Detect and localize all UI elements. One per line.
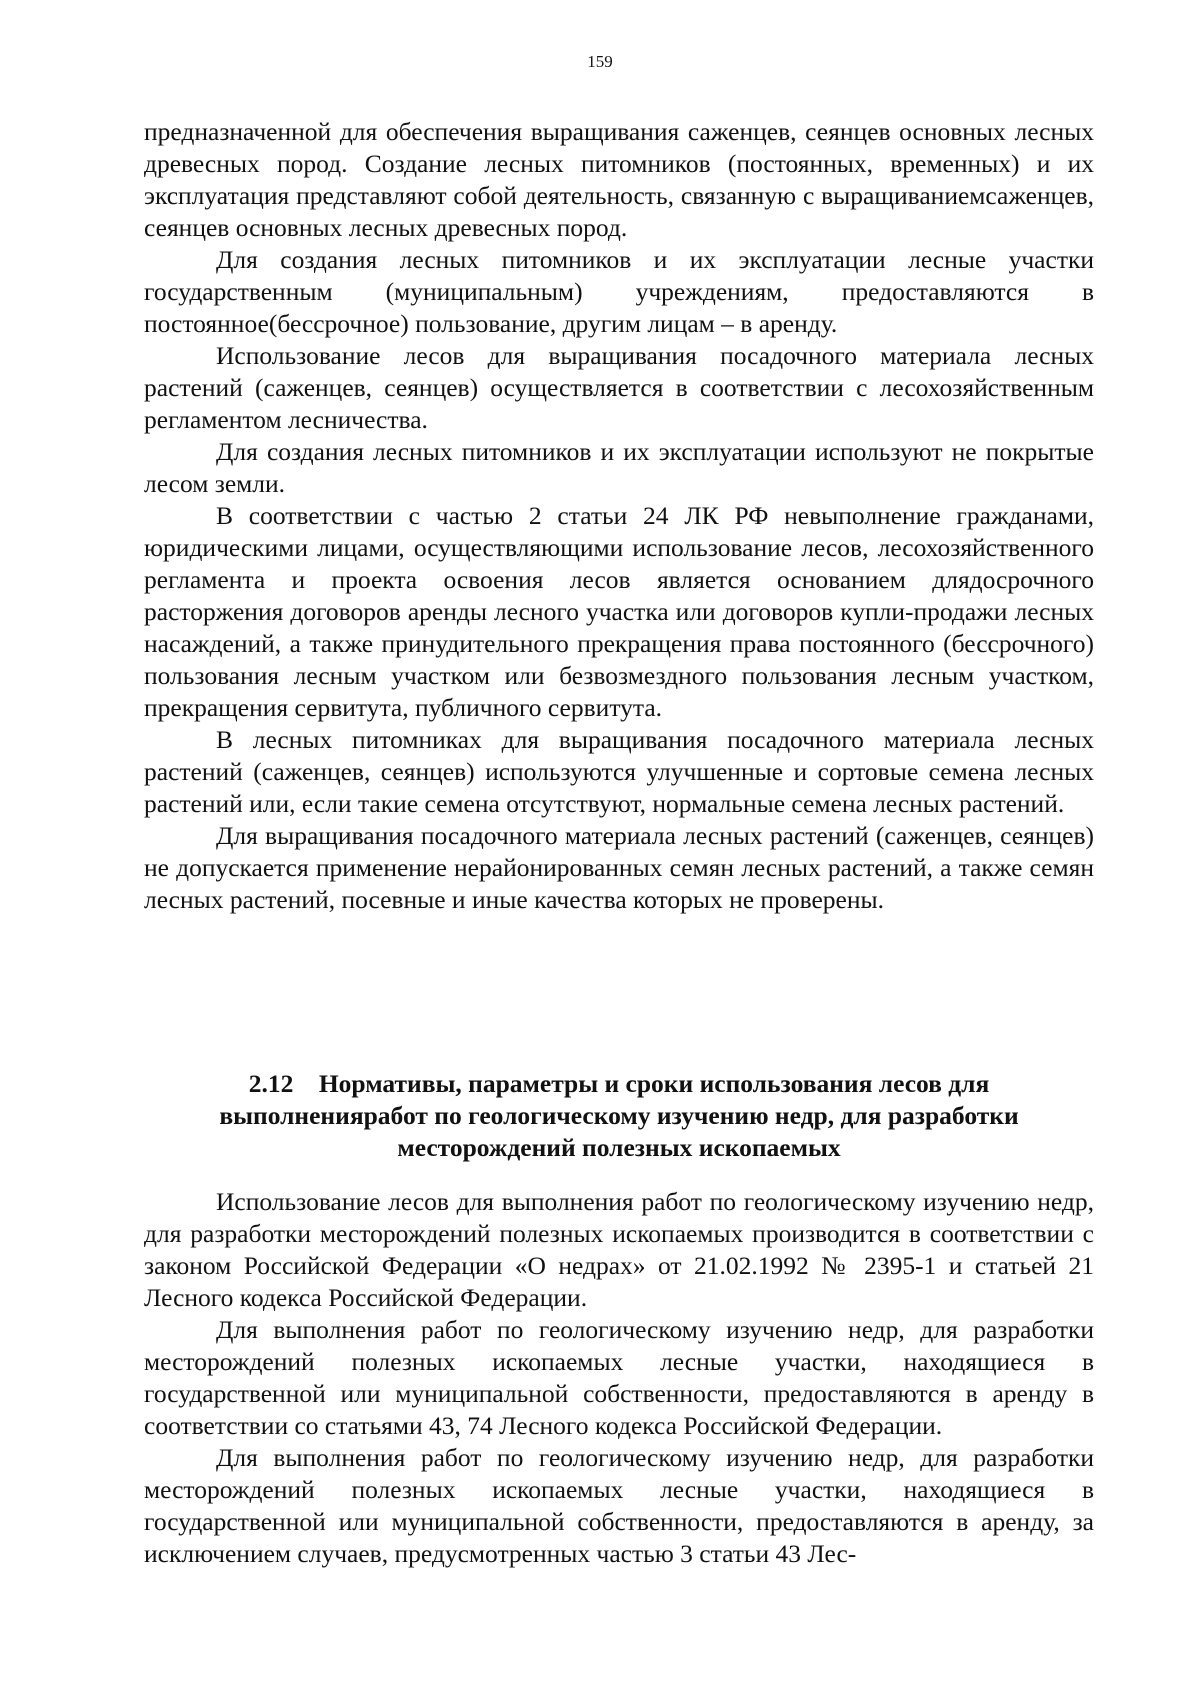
section-number: 2.12	[248, 1069, 294, 1098]
paragraph: Для выращивания посадочного материала лесных растений (саженцев, сеянцев) не допускается применение нерайонированных семян лесных растений, а также семян лесных растений, посевные и иные качества которых не проверены.	[144, 821, 1094, 914]
paragraph: В лесных питомниках для выращивания посадочного материала лесных растений (саженцев, сеянцев) используются улучшенные и сортовые семена лесных растений или, если такие семена отсутствуют, нормальные семена лесных растений.	[144, 725, 1094, 818]
page-number: 159	[587, 52, 613, 71]
paragraph: предназначенной для обеспечения выращивания саженцев, сеянцев основных лесных древесных пород. Создание лесных питомников (постоянных, временных) и их эксплуатация представляют собой деятельность, связанную с выращиваниемсаженцев, сеянцев основных лесных древесных пород.	[144, 117, 1094, 242]
paragraph: Использование лесов для выполнения работ по геологическому изучению недр, для разработки месторождений полезных ископаемых производится в соответствии с законом Российской Федерации «О недрах» от 21.02.1992 № 2395-1 и статьей 21 Лесного кодекса Российской Федерации.	[144, 1187, 1094, 1312]
paragraph: Для создания лесных питомников и их эксплуатации лесные участки государственным (муниципальным) учреждениям, предоставляются в постоянное(бессрочное) пользование, другим лицам – в аренду.	[144, 245, 1094, 338]
section-heading	[144, 1068, 1094, 1164]
paragraph: Для создания лесных питомников и их эксплуатации используют не покрытые лесом земли.	[144, 437, 1094, 498]
paragraph: Использование лесов для выращивания посадочного материала лесных растений (саженцев, сеянцев) осуществляется в соответствии с лесохозяйственным регламентом лесничества.	[144, 341, 1094, 434]
section-title: Нормативы, параметры и сроки использования лесов для выполненияработ по геологическому изучению недр, для разработки месторождений полезных ископаемых	[219, 1069, 1019, 1162]
paragraph: Для выполнения работ по геологическому изучению недр, для разработки месторождений полезных ископаемых лесные участки, находящиеся в государственной или муниципальной собственности, предоставляются в аренду в соответствии со статьями 43, 74 Лесного кодекса Российской Федерации.	[144, 1315, 1094, 1440]
text-block-top	[144, 116, 1094, 916]
paragraph: В соответствии с частью 2 статьи 24 ЛК РФ невыполнение гражданами, юридическими лицами, осуществляющими использование лесов, лесохозяйственного регламента и проекта освоения лесов является основанием длядосрочного расторжения договоров аренды лесного участка или договоров купли-продажи лесных насаждений, а также принудительного прекращения права постоянного (бессрочного) пользования лесным участком или безвозмездного пользования лесным участком, прекращения сервитута, публичного сервитута.	[144, 501, 1094, 722]
paragraph: Для выполнения работ по геологическому изучению недр, для разработки месторождений полезных ископаемых лесные участки, находящиеся в государственной или муниципальной собственности, предоставляются в аренду, за исключением случаев, предусмотренных частью 3 статьи 43 Лес-	[144, 1443, 1094, 1568]
text-block-bottom	[144, 1186, 1094, 1570]
